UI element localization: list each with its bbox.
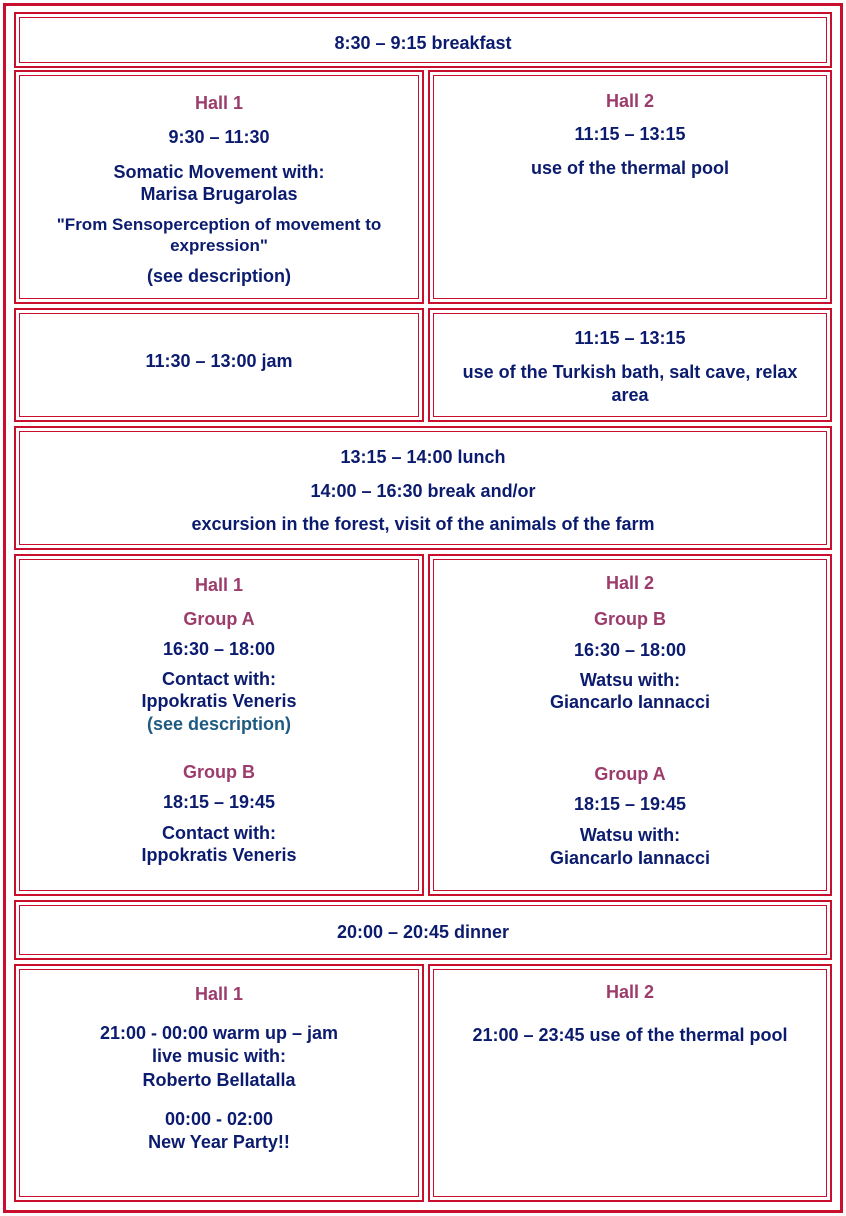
lunch-text: 13:15 – 14:00 lunch [340, 447, 506, 467]
see-description-link[interactable]: (see description) [146, 714, 292, 734]
group-b-title: Contact with: [162, 823, 276, 843]
group-b-time: 16:30 – 18:00 [573, 640, 687, 660]
session-title: Somatic Movement with: [113, 162, 325, 182]
session-time: 11:15 – 13:15 [574, 124, 686, 144]
hall1-label: Hall 1 [194, 93, 244, 113]
party-text: New Year Party!! [148, 1132, 290, 1152]
group-b-time: 18:15 – 19:45 [162, 792, 276, 812]
session-time: 9:30 – 11:30 [168, 127, 270, 147]
hall2-label: Hall 2 [605, 573, 655, 593]
evening-hall2-cell [428, 964, 832, 1202]
breakfast-cell [14, 12, 832, 68]
morning-hall1-cell [14, 70, 424, 304]
spa-time: 11:15 – 13:15 [574, 328, 686, 348]
live-music-text: live music with: [151, 1046, 287, 1066]
warmup-jam-text: 21:00 - 00:00 warm up – jam [99, 1023, 339, 1043]
group-a-teacher: Giancarlo Iannacci [549, 848, 711, 868]
group-a-time: 16:30 – 18:00 [162, 639, 276, 659]
jam-cell [14, 308, 424, 422]
hall1-label: Hall 1 [194, 575, 244, 595]
session-teacher: Marisa Brugarolas [140, 184, 298, 204]
group-b-label: Group B [594, 609, 666, 629]
morning-hall2-cell [428, 70, 832, 304]
afternoon-hall1-cell [14, 554, 424, 896]
hall1-label: Hall 1 [194, 984, 244, 1004]
hall2-label: Hall 2 [605, 91, 655, 111]
thermal-pool-text: 21:00 – 23:45 use of the thermal pool [472, 1025, 788, 1045]
group-a-teacher: Ippokratis Veneris [141, 691, 297, 711]
spa-cell [428, 308, 832, 422]
party-time: 00:00 - 02:00 [164, 1109, 274, 1129]
session-activity: use of the thermal pool [530, 158, 730, 178]
jam-text: 11:30 – 13:00 jam [145, 351, 293, 371]
group-a-title: Contact with: [162, 669, 276, 689]
breakfast-text: 8:30 – 9:15 breakfast [334, 33, 512, 53]
session-quote-line2: expression" [170, 236, 268, 255]
lunch-cell [14, 426, 832, 550]
evening-hall1-cell [14, 964, 424, 1202]
group-a-title: Watsu with: [579, 825, 681, 845]
spa-line2: area [611, 385, 649, 405]
dinner-text: 20:00 – 20:45 dinner [336, 922, 510, 942]
group-a-label: Group A [183, 609, 255, 629]
excursion-text: excursion in the forest, visit of the animals of the farm [191, 514, 655, 534]
spa-line1: use of the Turkish bath, salt cave, relax [462, 362, 798, 382]
group-a-time: 18:15 – 19:45 [573, 794, 687, 814]
session-quote-line1: "From Sensoperception of movement to [56, 215, 382, 234]
group-b-teacher: Ippokratis Veneris [141, 845, 297, 865]
hall2-label: Hall 2 [605, 982, 655, 1002]
group-b-label: Group B [183, 762, 255, 782]
afternoon-hall2-cell [428, 554, 832, 896]
break-text: 14:00 – 16:30 break and/or [310, 481, 536, 501]
dinner-cell [14, 900, 832, 960]
see-description-link[interactable]: (see description) [146, 266, 292, 286]
group-b-title: Watsu with: [579, 670, 681, 690]
group-a-label: Group A [594, 764, 666, 784]
musician-name: Roberto Bellatalla [142, 1070, 296, 1090]
group-b-teacher: Giancarlo Iannacci [549, 692, 711, 712]
